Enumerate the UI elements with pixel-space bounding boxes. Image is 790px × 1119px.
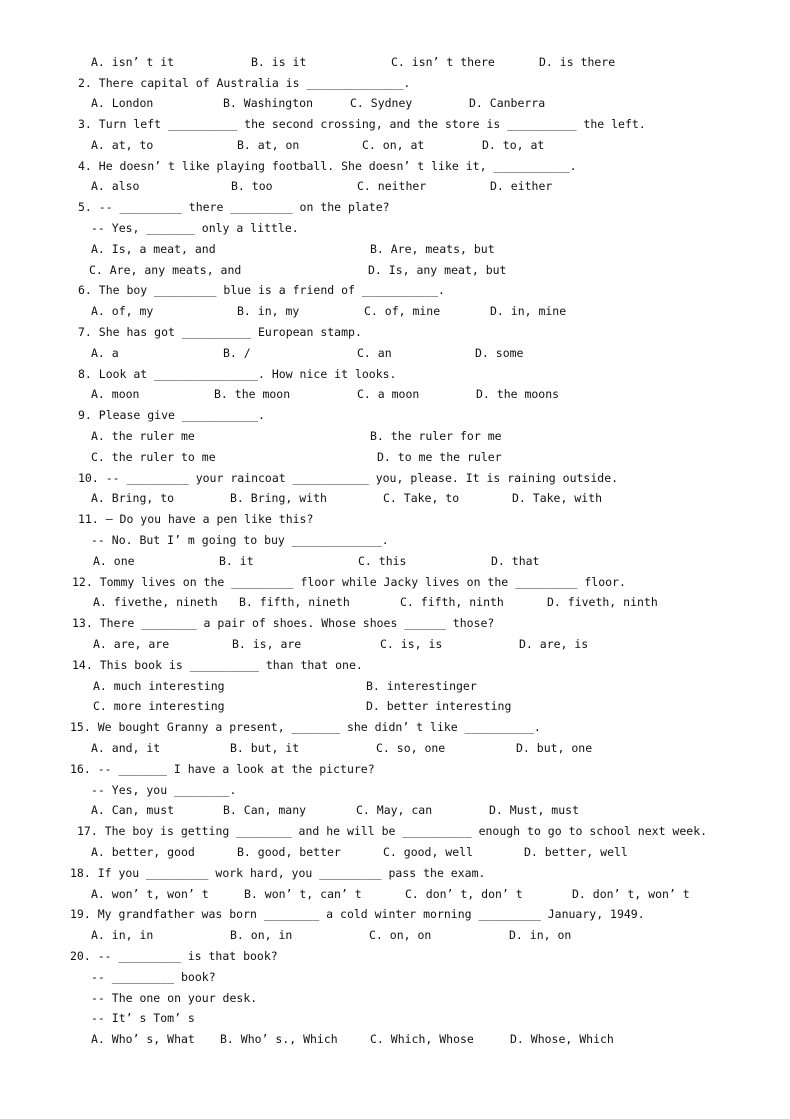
line-text: -- No. But I’ m going to buy _____________.: [91, 533, 389, 547]
answer-option: A. in, in: [91, 928, 154, 942]
answer-option: B. Washington: [223, 96, 314, 110]
answer-option: D. don’ t, won’ t: [572, 887, 690, 901]
answer-option: A. won’ t, won’ t: [91, 887, 209, 901]
answer-option: C. Take, to: [383, 491, 460, 505]
answer-option: D. either: [490, 179, 553, 193]
line-text: 3. Turn left __________ the second crossing, and the store is __________ the left.: [78, 117, 646, 131]
line-text: 15. We bought Granny a present, _______ she didn’ t like __________.: [70, 720, 541, 734]
answer-option: B. in, my: [237, 304, 300, 318]
answer-option: A. Is, a meat, and: [91, 242, 216, 256]
line-text: 18. If you _________ work hard, you _________ pass the exam.: [70, 866, 486, 880]
answer-option: D. the moons: [476, 387, 560, 401]
answer-option: A. also: [91, 179, 140, 193]
answer-option: D. that: [491, 554, 540, 568]
answer-option: A. of, my: [91, 304, 154, 318]
answer-option: A. fivethe, nineth: [93, 595, 218, 609]
answer-option: B. is, are: [232, 637, 302, 651]
answer-option: C. of, mine: [364, 304, 441, 318]
answer-option: B. Can, many: [223, 803, 307, 817]
answer-option: B. fifth, nineth: [239, 595, 350, 609]
answer-option: B. interestinger: [366, 679, 477, 693]
line-text: 4. He doesn’ t like playing football. She doesn’ t like it, ___________.: [78, 159, 577, 173]
answer-option: C. fifth, ninth: [400, 595, 504, 609]
answer-option: A. Bring, to: [91, 491, 175, 505]
answer-option: B. on, in: [230, 928, 293, 942]
answer-option: C. May, can: [356, 803, 433, 817]
answer-option: D. Is, any meat, but: [368, 263, 507, 277]
answer-option: C. this: [358, 554, 407, 568]
answer-option: D. better interesting: [366, 699, 512, 713]
answer-option: C. Are, any meats, and: [89, 263, 242, 277]
answer-option: C. on, on: [369, 928, 432, 942]
answer-option: D. Canberra: [469, 96, 546, 110]
line-text: 20. -- _________ is that book?: [70, 949, 278, 963]
answer-option: A. moon: [91, 387, 140, 401]
answer-option: B. /: [223, 346, 251, 360]
answer-option: C. more interesting: [93, 699, 225, 713]
answer-option: A. one: [93, 554, 135, 568]
line-text: -- _________ book?: [91, 970, 216, 984]
answer-option: A. better, good: [91, 845, 195, 859]
answer-option: B. is it: [251, 55, 307, 69]
answer-option: C. Which, Whose: [370, 1032, 474, 1046]
answer-option: C. an: [357, 346, 392, 360]
line-text: 12. Tommy lives on the _________ floor while Jacky lives on the _________ floor.: [72, 575, 626, 589]
answer-option: D. Must, must: [489, 803, 580, 817]
answer-option: C. don’ t, don’ t: [405, 887, 523, 901]
answer-option: B. Bring, with: [230, 491, 327, 505]
line-text: 2. There capital of Australia is ______________.: [78, 76, 411, 90]
line-text: 7. She has got __________ European stamp.: [78, 325, 362, 339]
answer-option: A. Can, must: [91, 803, 175, 817]
line-text: -- It’ s Tom’ s: [91, 1011, 195, 1025]
line-text: 6. The boy _________ blue is a friend of ___________.: [78, 283, 445, 297]
answer-option: B. but, it: [230, 741, 300, 755]
answer-option: C. so, one: [376, 741, 446, 755]
answer-option: C. isn’ t there: [391, 55, 495, 69]
answer-option: B. at, on: [237, 138, 300, 152]
answer-option: A. isn’ t it: [91, 55, 175, 69]
answer-option: A. Who’ s, What: [91, 1032, 195, 1046]
answer-option: B. the moon: [214, 387, 291, 401]
answer-option: D. in, on: [509, 928, 572, 942]
answer-option: C. Sydney: [350, 96, 413, 110]
answer-option: B. good, better: [237, 845, 341, 859]
answer-option: A. are, are: [93, 637, 170, 651]
answer-option: C. the ruler to me: [91, 450, 216, 464]
answer-option: B. Are, meats, but: [370, 242, 495, 256]
answer-option: C. on, at: [362, 138, 425, 152]
answer-option: D. some: [475, 346, 524, 360]
answer-option: B. it: [219, 554, 254, 568]
line-text: 16. -- _______ I have a look at the picture?: [70, 762, 375, 776]
answer-option: C. neither: [357, 179, 427, 193]
answer-option: A. at, to: [91, 138, 154, 152]
line-text: 8. Look at _______________. How nice it looks.: [78, 367, 397, 381]
line-text: 17. The boy is getting ________ and he will be __________ enough to go to school next week.: [77, 824, 708, 838]
line-text: 19. My grandfather was born ________ a cold winter morning _________ January, 1949.: [70, 907, 645, 921]
answer-option: D. better, well: [524, 845, 628, 859]
answer-option: A. and, it: [91, 741, 161, 755]
answer-option: B. Who’ s., Which: [220, 1032, 338, 1046]
answer-option: B. the ruler for me: [370, 429, 502, 443]
line-text: 9. Please give ___________.: [78, 408, 265, 422]
answer-option: D. to me the ruler: [377, 450, 502, 464]
answer-option: A. the ruler me: [91, 429, 195, 443]
answer-option: D. fiveth, ninth: [547, 595, 658, 609]
answer-option: D. in, mine: [490, 304, 567, 318]
line-text: 13. There ________ a pair of shoes. Whose shoes ______ those?: [72, 616, 495, 630]
answer-option: D. Take, with: [512, 491, 603, 505]
answer-option: D. to, at: [482, 138, 545, 152]
line-text: 14. This book is __________ than that one.: [72, 658, 363, 672]
answer-option: B. too: [231, 179, 273, 193]
answer-option: D. are, is: [519, 637, 589, 651]
line-text: 5. -- _________ there _________ on the plate?: [78, 200, 390, 214]
answer-option: A. a: [91, 346, 119, 360]
answer-option: D. Whose, Which: [510, 1032, 614, 1046]
answer-option: D. but, one: [516, 741, 593, 755]
line-text: -- The one on your desk.: [91, 991, 258, 1005]
line-text: -- Yes, you ________.: [91, 783, 237, 797]
line-text: 10. -- _________ your raincoat ___________ you, please. It is raining outside.: [78, 471, 619, 485]
answer-option: D. is there: [539, 55, 616, 69]
line-text: -- Yes, _______ only a little.: [91, 221, 299, 235]
answer-option: C. a moon: [357, 387, 420, 401]
answer-option: C. is, is: [380, 637, 443, 651]
answer-option: A. London: [91, 96, 154, 110]
answer-option: A. much interesting: [93, 679, 225, 693]
answer-option: C. good, well: [383, 845, 474, 859]
line-text: 11. – Do you have a pen like this?: [78, 512, 314, 526]
answer-option: B. won’ t, can’ t: [244, 887, 362, 901]
